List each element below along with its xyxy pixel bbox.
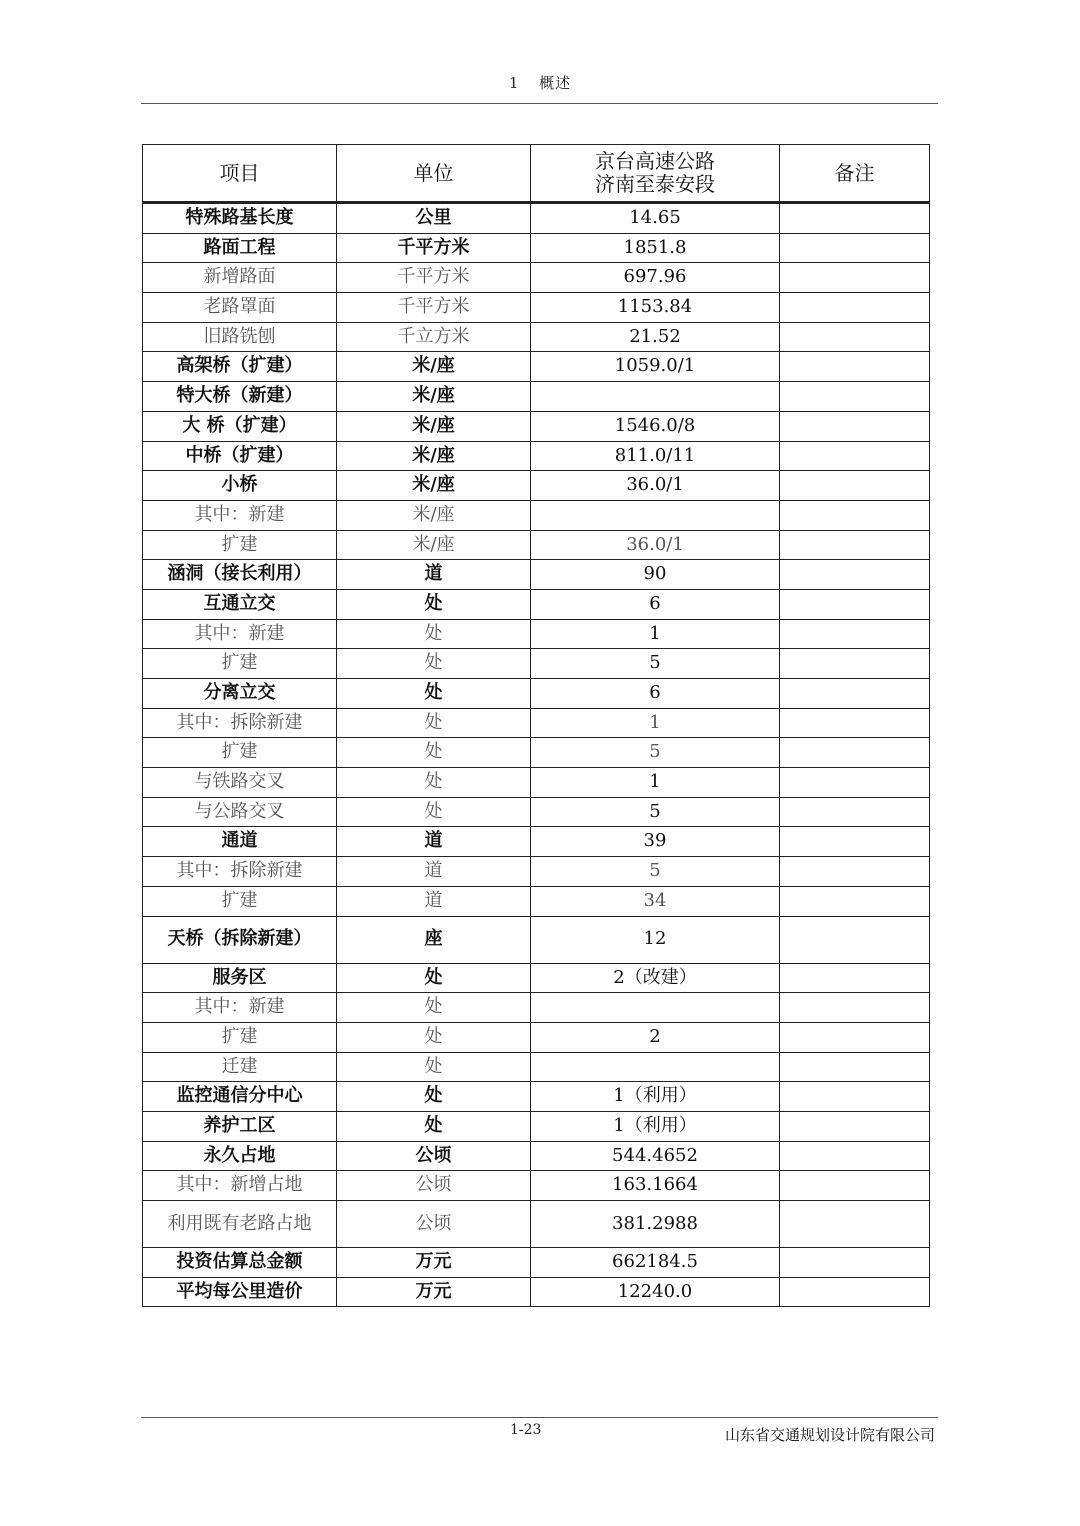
row-unit-cell: 千平方米: [337, 233, 531, 263]
row-value-cell: 163.1664: [531, 1171, 780, 1201]
table-row: [143, 886, 930, 916]
row-note-cell: [780, 411, 930, 441]
organization-name: 山东省交通规划设计院有限公司: [724, 1426, 935, 1444]
row-note-cell: [780, 797, 930, 827]
row-value-cell: 1: [531, 708, 780, 738]
table-row: [143, 738, 930, 768]
row-value-cell: 811.0/11: [531, 441, 780, 471]
row-unit-cell: 米/座: [337, 441, 531, 471]
row-note-cell: [780, 1201, 930, 1248]
row-note-cell: [780, 263, 930, 293]
header-note: 备注: [780, 145, 930, 203]
row-note-cell: [780, 649, 930, 679]
table-row: [143, 441, 930, 471]
row-unit-cell: 万元: [337, 1248, 531, 1278]
row-note-cell: [780, 322, 930, 352]
row-unit-cell: 处: [337, 649, 531, 679]
row-unit-cell: 道: [337, 560, 531, 590]
row-value-cell: 5: [531, 738, 780, 768]
table-row: [143, 679, 930, 709]
row-note-cell: [780, 768, 930, 798]
row-value-cell: [531, 500, 780, 530]
row-unit-cell: 千平方米: [337, 263, 531, 293]
row-value-cell: 36.0/1: [531, 530, 780, 560]
row-value-cell: 1（利用）: [531, 1082, 780, 1112]
row-unit-cell: 米/座: [337, 471, 531, 501]
table-row: [143, 827, 930, 857]
row-unit-cell: 道: [337, 827, 531, 857]
row-note-cell: [780, 560, 930, 590]
header-unit: 单位: [337, 145, 531, 203]
row-note-cell: [780, 1248, 930, 1278]
row-note-cell: [780, 1022, 930, 1052]
row-value-cell: 1546.0/8: [531, 411, 780, 441]
table-row: [143, 1277, 930, 1307]
row-note-cell: [780, 1171, 930, 1201]
row-value-cell: 1（利用）: [531, 1111, 780, 1141]
table-header-row: [143, 145, 930, 203]
row-unit-cell: 米/座: [337, 382, 531, 412]
row-item-cell: 路面工程: [143, 233, 337, 263]
row-value-cell: 39: [531, 827, 780, 857]
row-value-cell: 6: [531, 679, 780, 709]
row-item-cell: 其中：拆除新建: [143, 708, 337, 738]
row-note-cell: [780, 1082, 930, 1112]
table-row: [143, 233, 930, 263]
row-note-cell: [780, 203, 930, 234]
row-unit-cell: 处: [337, 589, 531, 619]
table-row: [143, 1171, 930, 1201]
row-value-cell: 90: [531, 560, 780, 590]
row-item-cell: 中桥（扩建）: [143, 441, 337, 471]
row-note-cell: [780, 1141, 930, 1171]
table-row: [143, 203, 930, 234]
row-unit-cell: 处: [337, 1111, 531, 1141]
row-item-cell: 通道: [143, 827, 337, 857]
row-value-cell: [531, 993, 780, 1023]
row-unit-cell: 千平方米: [337, 293, 531, 323]
row-note-cell: [780, 619, 930, 649]
row-value-cell: [531, 382, 780, 412]
row-value-cell: 662184.5: [531, 1248, 780, 1278]
row-unit-cell: 处: [337, 679, 531, 709]
row-item-cell: 分离立交: [143, 679, 337, 709]
row-item-cell: 其中：新增占地: [143, 1171, 337, 1201]
row-unit-cell: 米/座: [337, 500, 531, 530]
row-note-cell: [780, 382, 930, 412]
row-item-cell: 永久占地: [143, 1141, 337, 1171]
row-value-cell: 381.2988: [531, 1201, 780, 1248]
row-value-cell: 2: [531, 1022, 780, 1052]
row-note-cell: [780, 293, 930, 323]
table-row: [143, 1052, 930, 1082]
section-number: 1: [508, 74, 520, 92]
table-row: [143, 263, 930, 293]
row-unit-cell: 米/座: [337, 352, 531, 382]
row-item-cell: 扩建: [143, 530, 337, 560]
row-value-cell: 5: [531, 649, 780, 679]
table-row: [143, 1111, 930, 1141]
row-note-cell: [780, 827, 930, 857]
row-note-cell: [780, 441, 930, 471]
table-row: [143, 382, 930, 412]
table-row: [143, 352, 930, 382]
row-note-cell: [780, 1052, 930, 1082]
header-value: 京台高速公路 济南至泰安段: [531, 145, 780, 203]
header-item: 项目: [143, 145, 337, 203]
table-row: [143, 963, 930, 993]
row-note-cell: [780, 993, 930, 1023]
row-item-cell: 与铁路交叉: [143, 768, 337, 798]
row-item-cell: 涵洞（接长利用）: [143, 560, 337, 590]
row-unit-cell: 座: [337, 916, 531, 963]
row-value-cell: 36.0/1: [531, 471, 780, 501]
row-value-cell: 1059.0/1: [531, 352, 780, 382]
table-row: [143, 993, 930, 1023]
table-row: [143, 1248, 930, 1278]
row-note-cell: [780, 471, 930, 501]
row-item-cell: 养护工区: [143, 1111, 337, 1141]
row-unit-cell: 处: [337, 993, 531, 1023]
row-value-cell: 21.52: [531, 322, 780, 352]
row-unit-cell: 公顷: [337, 1141, 531, 1171]
row-item-cell: 其中：新建: [143, 619, 337, 649]
header-rule: [141, 103, 938, 104]
row-note-cell: [780, 886, 930, 916]
row-value-cell: 14.65: [531, 203, 780, 234]
table-row: [143, 916, 930, 963]
row-unit-cell: 道: [337, 857, 531, 887]
row-item-cell: 旧路铣刨: [143, 322, 337, 352]
page-header: [0, 72, 1080, 93]
row-value-cell: 34: [531, 886, 780, 916]
row-unit-cell: 公顷: [337, 1201, 531, 1248]
row-unit-cell: 公顷: [337, 1171, 531, 1201]
row-unit-cell: 处: [337, 797, 531, 827]
row-unit-cell: 处: [337, 1022, 531, 1052]
table-row: [143, 797, 930, 827]
row-value-cell: 5: [531, 857, 780, 887]
row-unit-cell: 米/座: [337, 411, 531, 441]
row-unit-cell: 万元: [337, 1277, 531, 1307]
row-item-cell: 特殊路基长度: [143, 203, 337, 234]
row-unit-cell: 处: [337, 1082, 531, 1112]
row-value-cell: 697.96: [531, 263, 780, 293]
table-row: [143, 1082, 930, 1112]
row-unit-cell: 处: [337, 1052, 531, 1082]
row-value-cell: 1153.84: [531, 293, 780, 323]
table-row: [143, 649, 930, 679]
row-value-cell: 12: [531, 916, 780, 963]
row-value-cell: [531, 1052, 780, 1082]
table-row: [143, 708, 930, 738]
row-value-cell: 1851.8: [531, 233, 780, 263]
row-unit-cell: 处: [337, 963, 531, 993]
row-item-cell: 扩建: [143, 886, 337, 916]
table-row: [143, 619, 930, 649]
row-note-cell: [780, 857, 930, 887]
row-item-cell: 平均每公里造价: [143, 1277, 337, 1307]
row-unit-cell: 道: [337, 886, 531, 916]
page-number: 1-23: [510, 1422, 542, 1438]
row-value-cell: 2（改建）: [531, 963, 780, 993]
row-note-cell: [780, 500, 930, 530]
project-summary-table: [142, 144, 930, 1307]
row-item-cell: 扩建: [143, 1022, 337, 1052]
row-value-cell: 12240.0: [531, 1277, 780, 1307]
row-item-cell: 监控通信分中心: [143, 1082, 337, 1112]
table-row: [143, 857, 930, 887]
row-item-cell: 其中：拆除新建: [143, 857, 337, 887]
row-unit-cell: 处: [337, 738, 531, 768]
row-item-cell: 其中：新建: [143, 500, 337, 530]
row-item-cell: 服务区: [143, 963, 337, 993]
row-unit-cell: 公里: [337, 203, 531, 234]
table-row: [143, 500, 930, 530]
row-value-cell: 1: [531, 619, 780, 649]
row-item-cell: 迁建: [143, 1052, 337, 1082]
row-unit-cell: 米/座: [337, 530, 531, 560]
row-value-cell: 1: [531, 768, 780, 798]
row-note-cell: [780, 352, 930, 382]
row-note-cell: [780, 233, 930, 263]
table-row: [143, 1022, 930, 1052]
row-item-cell: 高架桥（扩建）: [143, 352, 337, 382]
row-note-cell: [780, 530, 930, 560]
table-row: [143, 589, 930, 619]
table-row: [143, 530, 930, 560]
row-item-cell: 特大桥（新建）: [143, 382, 337, 412]
row-item-cell: 互通立交: [143, 589, 337, 619]
row-item-cell: 小桥: [143, 471, 337, 501]
table-row: [143, 471, 930, 501]
row-item-cell: 扩建: [143, 649, 337, 679]
table-body: [143, 203, 930, 1307]
row-note-cell: [780, 708, 930, 738]
row-note-cell: [780, 679, 930, 709]
row-item-cell: 其中：新建: [143, 993, 337, 1023]
row-unit-cell: 处: [337, 619, 531, 649]
row-item-cell: 与公路交叉: [143, 797, 337, 827]
table-row: [143, 1141, 930, 1171]
row-item-cell: 天桥（拆除新建）: [143, 916, 337, 963]
table-row: [143, 768, 930, 798]
row-item-cell: 新增路面: [143, 263, 337, 293]
row-note-cell: [780, 963, 930, 993]
row-unit-cell: 处: [337, 768, 531, 798]
row-value-cell: 544.4652: [531, 1141, 780, 1171]
row-item-cell: 扩建: [143, 738, 337, 768]
row-value-cell: 6: [531, 589, 780, 619]
row-note-cell: [780, 738, 930, 768]
row-note-cell: [780, 1111, 930, 1141]
row-note-cell: [780, 1277, 930, 1307]
row-note-cell: [780, 916, 930, 963]
table-row: [143, 322, 930, 352]
table-row: [143, 411, 930, 441]
table-row: [143, 1201, 930, 1248]
row-item-cell: 大 桥（扩建）: [143, 411, 337, 441]
row-item-cell: 老路罩面: [143, 293, 337, 323]
row-unit-cell: 千立方米: [337, 322, 531, 352]
section-title: 概述: [539, 74, 572, 92]
row-note-cell: [780, 589, 930, 619]
row-unit-cell: 处: [337, 708, 531, 738]
row-value-cell: 5: [531, 797, 780, 827]
table-row: [143, 293, 930, 323]
row-item-cell: 投资估算总金额: [143, 1248, 337, 1278]
footer-rule: [141, 1417, 938, 1418]
row-item-cell: 利用既有老路占地: [143, 1201, 337, 1248]
table-row: [143, 560, 930, 590]
